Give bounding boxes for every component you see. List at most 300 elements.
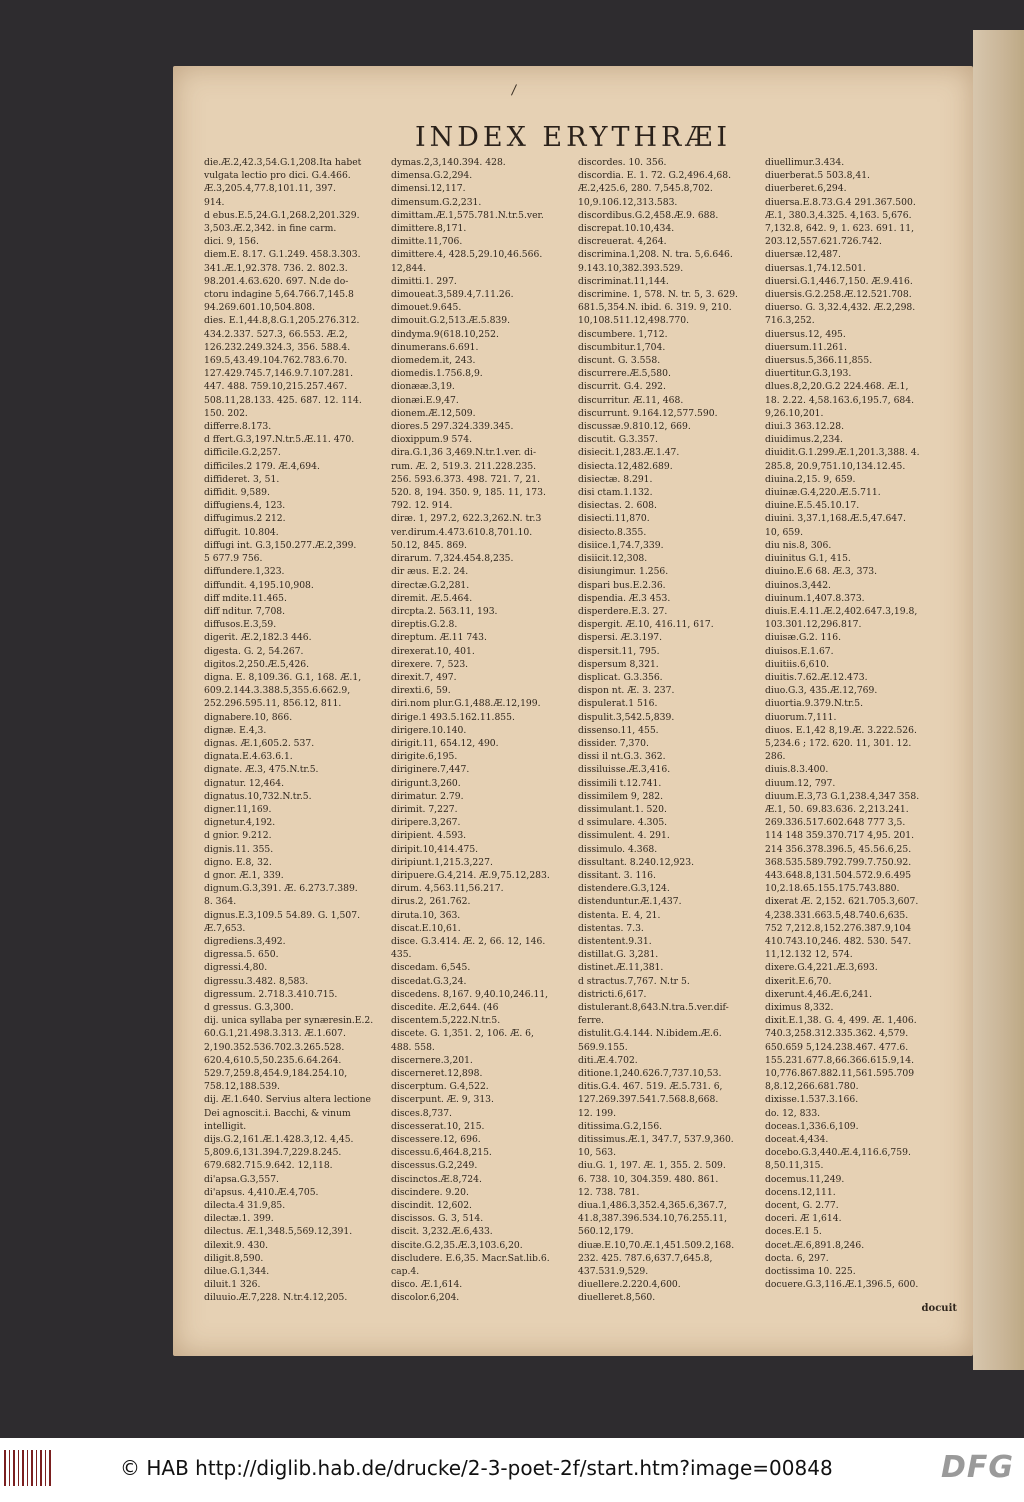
index-entry: ditis.G.4. 467. 519. Æ.5.731. 6,: [578, 1081, 723, 1093]
index-entry: ditione.1,240.626.7,737.10,53.: [578, 1068, 722, 1080]
index-entry: 5 677.9 756.: [204, 553, 263, 565]
index-entry: Æ.2,425.6, 280. 7,545.8,702.: [578, 183, 713, 195]
index-entry: 716.3,252.: [765, 315, 815, 327]
index-entry: doceat.4,434.: [765, 1134, 829, 1146]
index-entry: direptum. Æ.11 743.: [391, 632, 487, 644]
index-entry: discerptum. G.4,522.: [391, 1081, 489, 1093]
index-entry: dirimatur. 2.79.: [391, 790, 464, 802]
index-entry: 5,234.6 ; 172. 620. 11, 301. 12.: [765, 737, 912, 749]
index-entry: discutit. G.3.357.: [578, 434, 658, 446]
index-entry: 569.9.155.: [578, 1041, 628, 1053]
index-entry: dignas. Æ.1,605.2. 537.: [204, 737, 315, 749]
index-entry: digna. E. 8,109.36. G.1, 168. Æ.1,: [204, 671, 362, 683]
index-entry: dimittere.8,171.: [391, 223, 467, 235]
index-entry: discindere. 9.20.: [391, 1186, 469, 1198]
index-entry: Æ.1, 380.3,4.325. 4,163. 5,676.: [765, 209, 912, 221]
index-entry: dijs.G.2,161.Æ.1.428.3,12. 4,45.: [204, 1134, 354, 1146]
index-entry: discite.G.2,35.Æ.3,103.6,20.: [391, 1239, 523, 1251]
index-entry: 447. 488. 759.10,215.257.467.: [204, 381, 348, 393]
index-entry: 18. 2.22. 4,58.163.6,195.7, 684.: [765, 394, 915, 406]
index-entry: diuidit.G.1.299.Æ.1,201.3,388. 4.: [765, 447, 920, 459]
index-entry: docens.12,111.: [765, 1186, 836, 1198]
index-entry: doces.E.1 5.: [765, 1226, 822, 1238]
index-entry: discerneret.12,898.: [391, 1068, 483, 1080]
index-entry: ver.dirum.4.473.610.8,701.10.: [391, 526, 533, 538]
index-entry: discriminat.11,144.: [578, 275, 669, 287]
viewer-footer: [0, 1438, 1024, 1502]
index-entry: disiungimur. 1.256.: [578, 566, 669, 578]
index-entry: dignatur. 12,464.: [204, 777, 284, 789]
index-entry: dir æus. E.2. 24.: [391, 566, 469, 578]
index-entry: digressa.5. 650.: [204, 949, 279, 961]
index-entry: diuorum.7,111.: [765, 711, 837, 723]
index-entry: diripuere.G.4,214. Æ.9,75.12,283.: [391, 869, 550, 881]
index-entry: discurrit. G.4. 292.: [578, 381, 666, 393]
index-entry: 508.11,28.133. 425. 687. 12. 114.: [204, 394, 362, 406]
index-entry: diripere.3,267.: [391, 817, 461, 829]
index-entry: dissimilem 9, 282.: [578, 790, 663, 802]
index-entry: 341.Æ.1,92.378. 736. 2. 802.3.: [204, 262, 348, 274]
index-entry: diuis.E.4.11.Æ.2,402.647.3,19.8,: [765, 605, 918, 617]
index-entry: digressum. 2.718.3.410.715.: [204, 988, 338, 1000]
index-entry: discinctos.Æ.8,724.: [391, 1173, 482, 1185]
index-entry: dissiluisse.Æ.3,416.: [578, 764, 671, 776]
index-entry: diffugi int. G.3,150.277.Æ.2,399.: [204, 539, 357, 551]
index-entry: d ffert.G.3,197.N.tr.5.Æ.11. 470.: [204, 434, 355, 446]
index-entry: dispulerat.1 516.: [578, 698, 658, 710]
index-entry: 232. 425. 787.6,637.7,645.8,: [578, 1252, 713, 1264]
index-entry: 10,2.18.65.155.175.743.880.: [765, 883, 900, 895]
index-entry: dignetur.4,192.: [204, 817, 276, 829]
index-entry: disce. G.3.414. Æ. 2, 66. 12, 146.: [391, 935, 546, 947]
index-entry: discerpunt. Æ. 9, 313.: [391, 1094, 494, 1106]
index-entry: 368.535.589.792.799.7.750.92.: [765, 856, 912, 868]
index-entry: dira.G.1,36 3,469.N.tr.1.ver. di-: [391, 447, 537, 459]
index-entry: dici. 9, 156.: [204, 236, 259, 248]
index-entry: dignabere.10, 866.: [204, 711, 293, 723]
index-entry: dispon nt. Æ. 3. 237.: [578, 685, 675, 697]
index-entry: dirarum. 7,324.454.8,235.: [391, 553, 514, 565]
index-entry: 5,809.6,131.394.7,229.8.245.: [204, 1147, 342, 1159]
index-column-3: [578, 156, 763, 1305]
index-entry: discurrunt. 9.164.12,577.590.: [578, 407, 718, 419]
index-entry: difficiles.2 179. Æ.4,694.: [204, 460, 320, 472]
index-entry: discurrere.Æ.5,580.: [578, 368, 671, 380]
index-entry: dissimulent. 4. 291.: [578, 830, 670, 842]
index-entry: dispergit. Æ.10, 416.11, 617.: [578, 619, 714, 631]
index-entry: difficile.G.2,257.: [204, 447, 281, 459]
index-entry: discessu.6,464.8,215.: [391, 1147, 492, 1159]
index-entry: 520. 8, 194. 350. 9, 185. 11, 173.: [391, 487, 546, 499]
index-entry: 155.231.677.8,66.366.615.9,14.: [765, 1054, 915, 1066]
index-entry: intelligit.: [204, 1120, 247, 1132]
index-entry: direxerat.10, 401.: [391, 645, 475, 657]
index-entry: Æ.3,205.4,77.8,101.11, 397.: [204, 183, 336, 195]
index-entry: 609.2.144.3.388.5,355.6.662.9,: [204, 685, 351, 697]
index-entry: Dei agnoscit.i. Bacchi, & vinum: [204, 1107, 351, 1119]
index-entry: discesserat.10, 215.: [391, 1120, 485, 1132]
copyright-link[interactable]: © HAB http://diglib.hab.de/drucke/2-3-poet-2f/start.htm?image=00848: [120, 1456, 833, 1480]
index-entry: discedam. 6,545.: [391, 962, 471, 974]
index-entry: diuertitur.G.3,193.: [765, 368, 852, 380]
index-entry: disiecto.8.355.: [578, 526, 647, 538]
index-entry: diffusos.E.3,59.: [204, 619, 277, 631]
index-entry: discordia. E. 1. 72. G.2,496.4,68.: [578, 170, 732, 182]
index-entry: dissimili t.12.741.: [578, 777, 662, 789]
index-entry: 127.269.397.541.7.568.8,668.: [578, 1094, 719, 1106]
index-entry: 10,108.511.12,498.770.: [578, 315, 690, 327]
index-entry: dimensi.12,117.: [391, 183, 466, 195]
index-entry: 914.: [204, 196, 225, 208]
index-entry: 285.8, 20.9,751.10,134.12.45.: [765, 460, 906, 472]
index-entry: 126.232.249.324.3, 356. 588.4.: [204, 341, 351, 353]
index-entry: digressu.3.482. 8,583.: [204, 975, 309, 987]
index-entry: discedite. Æ.2,644. (46: [391, 1002, 499, 1013]
index-entry: 560.12,179.: [578, 1226, 634, 1238]
index-entry: 214 356.378.396.5, 45.56.6,25.: [765, 843, 912, 855]
index-entry: distenduntur.Æ.1,437.: [578, 896, 682, 908]
catchword: docuit: [921, 1303, 957, 1314]
index-entry: diuum.12, 797.: [765, 777, 836, 789]
index-entry: dilexit.9. 430.: [204, 1239, 269, 1251]
index-entry: diomedem.it, 243.: [391, 355, 476, 367]
index-entry: digno. E.8, 32.: [204, 856, 272, 868]
index-entry: dimittere.4, 428.5,29.10,46.566.: [391, 249, 543, 261]
page-edge: [973, 30, 1024, 1370]
index-column-2: [391, 156, 571, 1305]
index-entry: diuersas.1,74.12.501.: [765, 262, 866, 274]
index-entry: ditissima.G.2,156.: [578, 1120, 663, 1132]
index-entry: differre.8.173.: [204, 421, 272, 433]
index-entry: distulit.G.4.144. N.ibidem.Æ.6.: [578, 1028, 722, 1040]
index-entry: diuersa.E.8.73.G.4 291.367.500.: [765, 196, 916, 208]
index-entry: doceri. Æ 1,614.: [765, 1213, 842, 1225]
index-entry: digrediens.3,492.: [204, 935, 286, 947]
index-entry: 12. 199.: [578, 1107, 616, 1119]
index-entry: diua.1,486.3,352.4,365.6,367.7,: [578, 1200, 727, 1212]
index-entry: dioxippum.9 574.: [391, 434, 473, 446]
index-entry: distendere.G.3,124.: [578, 883, 670, 895]
index-entry: diuis.8.3.400.: [765, 764, 829, 776]
index-entry: 792. 12. 914.: [391, 500, 453, 512]
index-entry: districti.6,617.: [578, 988, 647, 1000]
index-entry: dirigite.6,195.: [391, 751, 458, 763]
index-entry: diripiunt.1,215.3,227.: [391, 856, 493, 868]
index-entry: discumbitur.1,704.: [578, 341, 666, 353]
index-entry: diuellere.2.220.4,600.: [578, 1279, 681, 1291]
index-entry: d ebus.E.5,24.G.1,268.2,201.329.: [204, 209, 360, 221]
index-entry: dissimulant.1. 520.: [578, 803, 667, 815]
index-entry: 752 7,212.8,152.276.387.9,104: [765, 922, 912, 934]
index-entry: diluit.1 326.: [204, 1279, 261, 1291]
index-entry: diffugit. 10.804.: [204, 526, 279, 538]
index-entry: distentent.9.31.: [578, 935, 652, 947]
index-entry: 127.429.745.7,146.9.7.107.281.: [204, 368, 354, 380]
index-entry: do. 12, 833.: [765, 1107, 821, 1119]
index-entry: 488. 558.: [391, 1041, 435, 1053]
index-entry: diuos. E.1,42 8,19.Æ. 3.222.526.: [765, 724, 917, 736]
index-entry: dirigunt.3,260.: [391, 777, 461, 789]
index-entry: disiecti.11,870.: [578, 513, 650, 525]
index-entry: Æ.7,653.: [204, 922, 246, 934]
index-entry: d ssimulare. 4.305.: [578, 817, 668, 829]
index-entry: diuersus.5,366.11,855.: [765, 355, 873, 367]
index-entry: diffidit. 9,589.: [204, 487, 270, 499]
index-entry: discordes. 10. 356.: [578, 157, 667, 168]
index-entry: 269.336.517.602.648 777 3,5.: [765, 817, 906, 829]
index-entry: diuo.G.3, 435.Æ.12,769.: [765, 685, 878, 697]
index-entry: diem.E. 8.17. G.1.249. 458.3.303.: [204, 249, 361, 261]
index-entry: 10, 659.: [765, 526, 803, 538]
index-entry: diffundit. 4,195.10,908.: [204, 579, 314, 591]
index-entry: 256. 593.6.373. 498. 721. 7, 21.: [391, 473, 541, 485]
index-entry: 681.5,354.N. ibid. 6. 319. 9, 210.: [578, 302, 732, 314]
index-entry: discernere.3,201.: [391, 1054, 473, 1066]
index-entry: dindyma.9(618.10,252.: [391, 328, 499, 340]
index-entry: digitos.2,250.Æ.5,426.: [204, 658, 310, 670]
index-entry: directæ.G.2,281.: [391, 579, 470, 591]
index-entry: diuisos.E.1.67.: [765, 645, 834, 657]
index-entry: diluuio.Æ.7,228. N.tr.4.12,205.: [204, 1292, 348, 1304]
index-entry: dirimit. 7,227.: [391, 803, 458, 815]
index-entry: diuitis.7.62.Æ.12.473.: [765, 671, 868, 683]
index-entry: diri.nom plur.G.1,488.Æ.12,199.: [391, 698, 541, 710]
index-entry: direxti.6, 59.: [391, 685, 451, 697]
index-entry: dignum.G.3,391. Æ. 6.273.7.389.: [204, 883, 358, 895]
index-entry: distentas. 7.3.: [578, 922, 644, 934]
index-entry: direxit.7, 497.: [391, 671, 457, 683]
index-entry: 437.531.9,529.: [578, 1266, 649, 1278]
index-entry: digerit. Æ.2,182.3 446.: [204, 632, 312, 644]
index-entry: diffugimus.2 212.: [204, 513, 286, 525]
index-entry: disiecit.1,283.Æ.1.47.: [578, 447, 680, 459]
index-entry: digesta. G. 2, 54.267.: [204, 645, 304, 657]
index-entry: diuersus.12, 495.: [765, 328, 846, 340]
index-column-4: [765, 156, 960, 1291]
library-logo-icon: [4, 1450, 52, 1486]
index-entry: discordibus.G.2,458.Æ.9. 688.: [578, 209, 719, 221]
index-entry: dispulit.3,542.5,839.: [578, 711, 675, 723]
index-entry: dissenso.11, 455.: [578, 724, 659, 736]
index-entry: diuinum.1,407.8.373.: [765, 592, 865, 604]
index-entry: diuisæ.G.2. 116.: [765, 632, 842, 644]
index-entry: dionem.Æ.12,509.: [391, 407, 476, 419]
index-entry: diuortia.9.379.N.tr.5.: [765, 698, 864, 710]
index-entry: dionææ.3,19.: [391, 381, 455, 393]
dfg-logo: DFG: [940, 1450, 1014, 1485]
index-entry: cap.4.: [391, 1266, 420, 1278]
index-entry: dignate. Æ.3, 475.N.tr.5.: [204, 764, 319, 776]
index-entry: discumbere. 1,712.: [578, 328, 668, 340]
index-entry: 11,12.132 12, 574.: [765, 949, 853, 961]
index-entry: 12,844.: [391, 262, 427, 274]
index-entry: dimitte.11,706.: [391, 236, 463, 248]
index-entry: disiectæ. 8.291.: [578, 473, 653, 485]
index-entry: 4,238.331.663.5,48.740.6,635.: [765, 909, 909, 921]
index-entry: dlues.8,2,20.G.2 224.468. Æ.1,: [765, 381, 909, 393]
index-entry: ditissimus.Æ.1, 347.7, 537.9,360.: [578, 1134, 734, 1146]
index-entry: 252.296.595.11, 856.12, 811.: [204, 698, 342, 710]
index-entry: 740.3,258.312.335.362. 4,579.: [765, 1028, 909, 1040]
index-entry: diuinos.3,442.: [765, 579, 831, 591]
index-entry: 10,776.867.882.11,561.595.709: [765, 1068, 915, 1080]
index-entry: dionæi.E.9,47.: [391, 394, 459, 406]
index-entry: diuine.E.5.45.10.17.: [765, 500, 860, 512]
index-entry: diuelleret.8,560.: [578, 1292, 656, 1304]
index-entry: diu.G. 1, 197. Æ. 1, 355. 2. 509.: [578, 1160, 726, 1172]
index-entry: di'apsus. 4,410.Æ.4,705.: [204, 1186, 319, 1198]
index-entry: dispersi. Æ.3.197.: [578, 632, 663, 644]
index-entry: 7,132.8, 642. 9, 1. 623. 691. 11,: [765, 223, 915, 235]
index-entry: dinumerans.6.691.: [391, 341, 479, 353]
index-entry: 98.201.4.63.620. 697. N.de do-: [204, 275, 349, 287]
index-entry: dissimulo. 4.368.: [578, 843, 658, 855]
index-entry: diuini. 3,37.1,168.Æ.5,47.647.: [765, 513, 906, 525]
index-entry: dixisse.1.537.3.166.: [765, 1094, 859, 1106]
index-entry: dixerat Æ. 2,152. 621.705.3,607.: [765, 896, 919, 908]
index-entry: dixere.G.4,221.Æ.3,693.: [765, 962, 878, 974]
index-entry: dignatus.10,732.N.tr.5.: [204, 790, 312, 802]
index-entry: discussæ.9.810.12, 669.: [578, 421, 691, 433]
index-entry: diuerberat.5 503.8,41.: [765, 170, 870, 182]
index-entry: discolor.6,204.: [391, 1292, 460, 1304]
index-entry: dimouit.G.2,513.Æ.5.839.: [391, 315, 511, 327]
index-entry: dixit.E.1,38. G. 4, 499. Æ. 1,406.: [765, 1015, 917, 1027]
index-entry: docuere.G.3,116.Æ.1,396.5, 600.: [765, 1279, 919, 1291]
index-entry: diuidimus.2,234.: [765, 434, 843, 446]
index-entry: diuerberet.6,294.: [765, 183, 847, 195]
index-entry: diuæ.E.10,70.Æ.1,451.509.2,168.: [578, 1239, 735, 1251]
index-entry: 434.2.337. 527.3, 66.553. Æ.2,: [204, 328, 348, 340]
index-entry: discessus.G.2,249.: [391, 1160, 478, 1172]
index-entry: digressi.4,80.: [204, 962, 268, 974]
index-entry: dimoueat.3,589.4,7.11.26.: [391, 289, 514, 301]
index-entry: 103.301.12,296.817.: [765, 619, 862, 631]
index-entry: ctoru indagine 5,64.766.7,145.8: [204, 289, 354, 301]
index-entry: docebo.G.3,440.Æ.4,116.6,759.: [765, 1147, 911, 1159]
index-entry: diff mdite.11.465.: [204, 592, 287, 604]
index-entry: dissider. 7,370.: [578, 737, 649, 749]
index-entry: discrimine. 1, 578. N. tr. 5, 3. 629.: [578, 289, 738, 301]
index-entry: dirum. 4,563.11,56.217.: [391, 883, 504, 895]
index-entry: dispendia. Æ.3 453.: [578, 592, 671, 604]
index-entry: dymas.2,3,140.394. 428.: [391, 157, 506, 168]
index-entry: discrimina.1,208. N. tra. 5,6.646.: [578, 249, 733, 261]
index-entry: Æ.1, 50. 69.83.636. 2,213.241.: [765, 803, 909, 815]
index-entry: dies. E.1,44.8,8.G.1,205.276.312.: [204, 315, 360, 327]
index-entry: discunt. G. 3.558.: [578, 355, 661, 367]
index-entry: diu nis.8, 306.: [765, 539, 832, 551]
index-entry: 203.12,557.621.726.742.: [765, 236, 882, 248]
index-entry: vulgata lectio pro dici. G.4.466.: [204, 170, 351, 182]
index-entry: dirus.2, 261.762.: [391, 896, 471, 908]
index-entry: discedens. 8,167. 9,40.10,246.11,: [391, 988, 549, 1000]
index-entry: dilecta.4 31.9,85.: [204, 1200, 286, 1212]
index-entry: dignæ. E.4,3.: [204, 724, 267, 736]
index-entry: disiice.1,74.7,339.: [578, 539, 664, 551]
index-entry: docent, G. 2.77.: [765, 1200, 839, 1212]
index-entry: 443.648.8,131.504.572.9.6.495: [765, 869, 912, 881]
index-entry: 41.8,387.396.534.10,76.255.11,: [578, 1213, 728, 1225]
index-entry: dissi il nt.G.3. 362.: [578, 751, 666, 763]
index-entry: diffideret. 3, 51.: [204, 473, 280, 485]
index-entry: diores.5 297.324.339.345.: [391, 421, 514, 433]
index-entry: dimensum.G.2,231.: [391, 196, 482, 208]
index-entry: discat.E.10,61.: [391, 922, 461, 934]
index-entry: 60.G.1,21.498.3.313. Æ.1.607.: [204, 1028, 346, 1040]
index-entry: disiicit.12,308.: [578, 553, 648, 565]
index-entry: diuersæ.12,487.: [765, 249, 841, 261]
index-entry: diligit.8,590.: [204, 1252, 264, 1264]
index-entry: 286.: [765, 751, 786, 763]
index-entry: diripit.10,414.475.: [391, 843, 479, 855]
index-entry: dissultant. 8.240.12,923.: [578, 856, 695, 868]
index-column-1: [204, 156, 384, 1305]
index-entry: diuellimur.3.434.: [765, 157, 845, 168]
index-entry: diræ. 1, 297.2, 622.3,262.N. tr.3: [391, 513, 542, 525]
index-entry: diripient. 4.593.: [391, 830, 467, 842]
index-entry: dircpta.2. 563.11, 193.: [391, 605, 498, 617]
index-entry: discessere.12, 696.: [391, 1134, 481, 1146]
index-entry: disperdere.E.3. 27.: [578, 605, 668, 617]
index-entry: doctissima 10. 225.: [765, 1266, 856, 1278]
index-entry: diuinæ.G.4,220.Æ.5.711.: [765, 487, 881, 499]
index-entry: diuersis.G.2.258.Æ.12.521.708.: [765, 289, 912, 301]
index-entry: distenta. E. 4, 21.: [578, 909, 661, 921]
index-entry: discreuerat. 4,264.: [578, 236, 667, 248]
index-entry: discit. 3,232.Æ.6,433.: [391, 1226, 493, 1238]
index-entry: discludere. E.6,35. Macr.Sat.lib.6.: [391, 1252, 550, 1264]
index-entry: 10,9.106.12,313.583.: [578, 196, 678, 208]
index-entry: 9,26.10,201.: [765, 407, 824, 419]
index-entry: docemus.11,249.: [765, 1173, 845, 1185]
index-entry: dixerit.E.6,70.: [765, 975, 832, 987]
index-entry: dimitti.1. 297.: [391, 275, 457, 287]
index-entry: docta. 6, 297.: [765, 1252, 829, 1264]
index-entry: 758.12,188.539.: [204, 1081, 280, 1093]
index-entry: dispersit.11, 795.: [578, 645, 660, 657]
index-entry: diriginere.7,447.: [391, 764, 470, 776]
index-entry: diuersi.G.1,446.7,150. Æ.9.416.: [765, 275, 913, 287]
index-entry: 529.7,259.8,454.9,184.254.10,: [204, 1068, 348, 1080]
index-entry: dimouet.9.645.: [391, 302, 462, 314]
index-entry: d gressus. G.3,300.: [204, 1002, 294, 1013]
index-entry: dirige.1 493.5.162.11.855.: [391, 711, 515, 723]
index-entry: d stractus.7,767. N.tr 5.: [578, 975, 690, 987]
index-entry: 2,190.352.536.702.3.265.528.: [204, 1041, 345, 1053]
index-entry: discindit. 12,602.: [391, 1200, 472, 1212]
index-entry: discentem.5,222.N.tr.5.: [391, 1015, 501, 1027]
index-entry: docet.Æ.6,891.8,246.: [765, 1239, 865, 1251]
index-entry: dilectæ.1. 399.: [204, 1213, 274, 1225]
index-entry: disiectas. 2. 608.: [578, 500, 657, 512]
index-entry: distulerant.8,643.N.tra.5.ver.dif-: [578, 1002, 729, 1013]
index-entry: diuerso. G. 3,32.4,432. Æ.2,298.: [765, 302, 916, 314]
index-entry: diuino.E.6 68. Æ.3, 373.: [765, 566, 878, 578]
index-entry: diximus 8,332.: [765, 1002, 834, 1013]
index-entry: disi ctam.1.132.: [578, 487, 653, 499]
index-entry: diffugiens.4, 123.: [204, 500, 286, 512]
index-entry: disco. Æ.1,614.: [391, 1279, 463, 1291]
index-entry: 8,50.11,315.: [765, 1160, 824, 1172]
index-entry: distinet.Æ.11,381.: [578, 962, 664, 974]
index-entry: dixerunt.4,46.Æ.6,241.: [765, 988, 872, 1000]
index-entry: 679.682.715.9.642. 12,118.: [204, 1160, 333, 1172]
index-entry: diuinitus G.1, 415.: [765, 553, 851, 565]
index-entry: discrepat.10.10,434.: [578, 223, 675, 235]
index-entry: dilectus. Æ.1,348.5,569.12,391.: [204, 1226, 353, 1238]
index-entry: diff nditur. 7,708.: [204, 605, 286, 617]
